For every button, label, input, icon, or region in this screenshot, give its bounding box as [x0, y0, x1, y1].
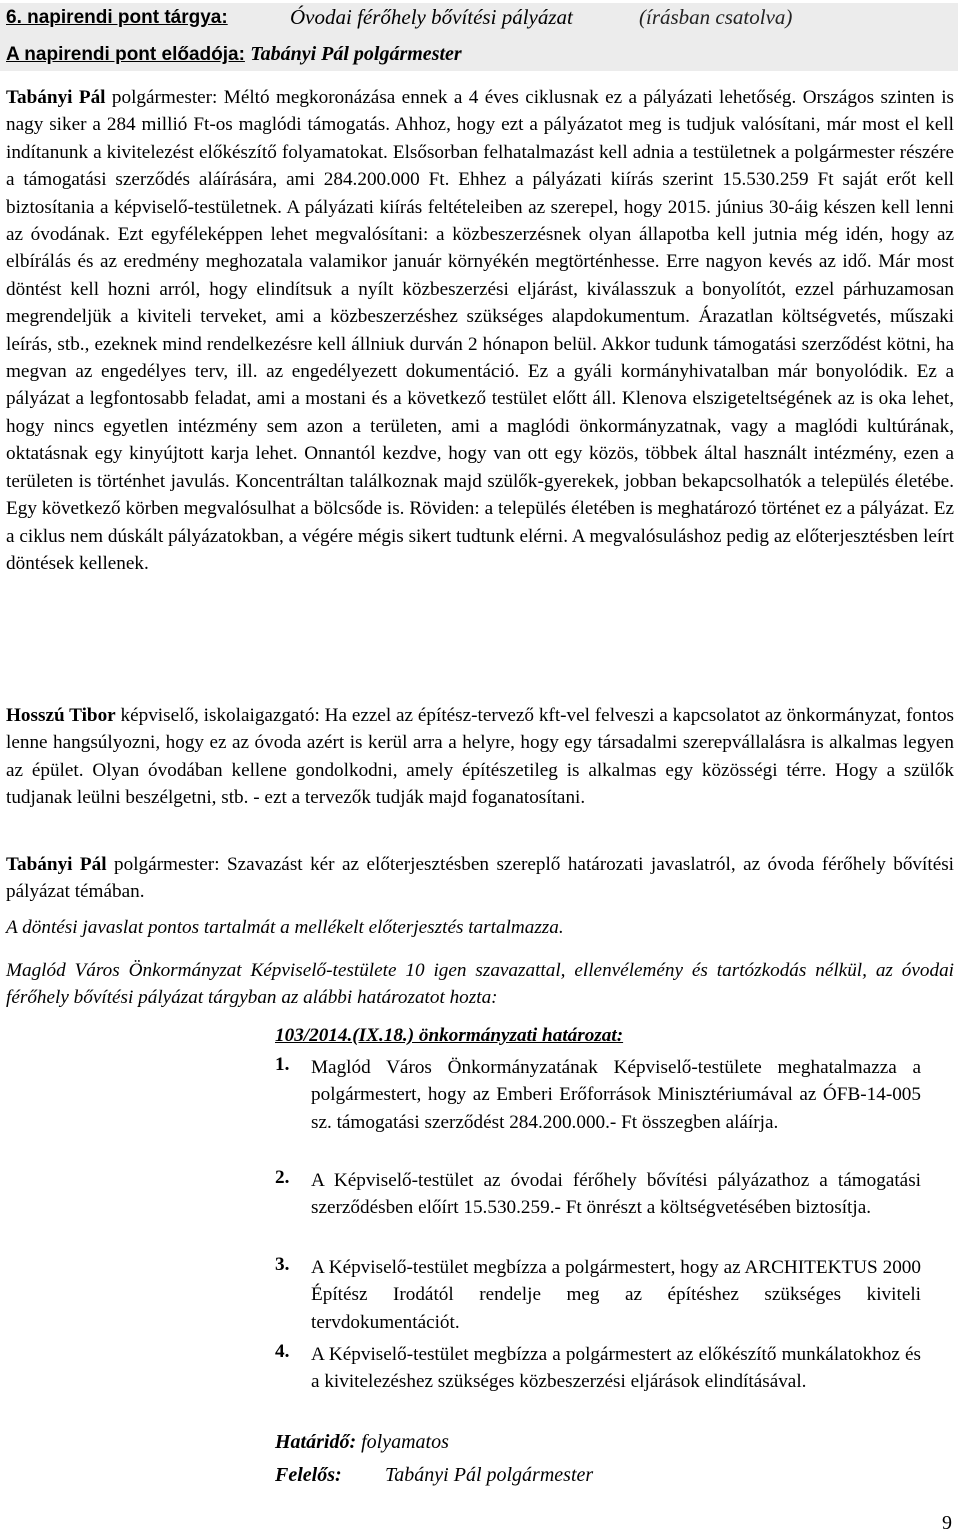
deadline-label: Határidő:	[275, 1431, 357, 1453]
resolution-item-text: A Képviselő-testület megbízza a polgármestert, hogy az ARCHITEKTUS 2000 Építész Irodától rendelje meg az építéshez szükséges kiviteli tervdokumentációt.	[311, 1257, 921, 1333]
responsible-row	[275, 1464, 594, 1487]
presenter-row	[6, 43, 462, 66]
speech-text: polgármester: Méltó megkoronázása ennek a 4 éves ciklusnak ez a pályázati lehetőség. Országos szinten is nagy siker a 284 millió Ft-os maglódi támogatás. Ahhoz, hogy ezt a pályázatot meg is tudjuk valósítani, már most el kell indítanunk a kivitelezést előkészítő folyamatokat. Elsősorban felhatalmazást kell adnia a testületnek a polgármester részére a támogatási szerződés aláírására, ami 284.200.000 Ft. Ehhez a pályázati kiírás szerint 15.530.259 Ft saját erőt kell biztosítania a képviselő-testületnek. A pályázati kiírás feltételeiben az szerepel, hogy 2015. június 30-áig készen kell lenni az óvodának. Ezt egyféleképpen lehet megvalósítani: a közbeszerzésnek olyan állapotba kell jutnia még idén, hogy az elbírálás és az eredmény meghozatala valamikor január környékén megtörténhesse. Erre nagyon kevés az idő. Már most döntést kell hozni arról, hogy elindítsuk a nyílt közbeszerzési eljárást, kiválasszuk a bonyolítót, ezzel párhuzamosan megrendeljük a kiviteli terveket, ami a közbeszerzéshez szükséges alapdokumentum. Árazatlan költségvetés, műszaki leírás, stb., ezeknek mind rendelkezésre kell állniuk durván 2 hónapon belül. Akkor tudunk támogatási szerződést kötni, ha megvan az engedélyes terv, ill. az engedélyezett dokumentáció. Ez a gyáli kormányhivatalban már bonyolódik. Ez a pályázat a legfontosabb feladat, ami a mostani és a következő testület előtt áll. Klenova elszigeteltségének az is oka lehet, hogy nincs egyetlen intézmény sem azon a területen, ami a maglódi önkormányzatnak, vagy a maglódi kultúrának, oktatásnak egy kinyújtott karja lehet. Onnantól kezdve, hogy van ott egy közös, többek által használt intézmény, ezen a területen is történhet javulás. Koncentráltan találkoznak majd szülők-gyerekek, jobban bekapcsolhatók a település életébe. Egy következő körben megvalósulhat a bölcsőde is. Röviden: a település életében is meghatározó történet ez a pályázat. Ez a ciklus nem dúskált pályázatokban, a végére mégis sikert tudtunk elérni. A megvalósuláshoz pedig az előterjesztésben leírt döntések kellenek.	[6, 87, 954, 574]
resolution-item	[275, 1254, 921, 1336]
resolution-item-text: A Képviselő-testület az óvodai férőhely bővítési pályázathoz a támogatási szerződésben előírt 15.530.259.- Ft önrészt a költségvetésében biztosítja.	[311, 1170, 921, 1219]
resolution-title: 103/2014.(IX.18.) önkormányzati határozat:	[275, 1025, 624, 1046]
responsible-label: Felelős:	[275, 1464, 342, 1486]
speech-paragraph-3	[6, 851, 954, 906]
resolution-item-number: 2.	[275, 1167, 290, 1188]
speaker-name: Tabányi Pál	[6, 87, 106, 108]
speaker-name: Tabányi Pál	[6, 854, 107, 875]
speech-paragraph-1	[6, 84, 954, 577]
resolution-item-number: 4.	[275, 1341, 290, 1362]
speech-text: képviselő, iskolaigazgató: Ha ezzel az építész-tervező kft-vel felveszi a kapcsolatot az önkormányzat, fontos lenne hangsúlyozni, hogy ez az óvoda azért is kerül arra a helyre, hogy egy társadalmi szerepvállalásra is alkalmas legyen az épület. Olyan óvodában kellene gondolkodni, amely építészetileg is alkalmas egy közösségi térre. Hogy a szülők tudjanak leülni beszélgetni, stb. - ezt a tervezők tudják majd foganatosítani.	[6, 705, 955, 809]
speaker-name: Hosszú Tibor	[6, 705, 116, 726]
deadline-row	[275, 1431, 449, 1454]
resolution-item	[275, 1167, 921, 1222]
agenda-item-title: Óvodai férőhely bővítési pályázat	[290, 5, 573, 29]
resolution-item-text: A Képviselő-testület megbízza a polgármestert az előkészítő munkálatokhoz és a kivitelezéshez szükséges közbeszerzési eljárások elindításával.	[311, 1344, 921, 1393]
resolution-item-text: Maglód Város Önkormányzatának Képviselő-testülete meghatalmazza a polgármestert, hogy az Emberi Erőforrások Minisztériumával az ÓFB-14-005 sz. támogatási szerződést 284.200.000.- Ft összegben aláírja.	[311, 1057, 921, 1133]
resolution-item-number: 1.	[275, 1054, 290, 1075]
speech-text: polgármester: Szavazást kér az előterjesztésben szereplő határozati javaslatról, az óvoda férőhely bővítési pályázat témában.	[6, 854, 955, 903]
resolution-item	[275, 1341, 921, 1396]
responsible-value: Tabányi Pál polgármester	[385, 1464, 594, 1486]
vote-result: Maglód Város Önkormányzat Képviselő-testülete 10 igen szavazattal, ellenvélemény és tartózkodás nélkül, az óvodai férőhely bővítési pályázat tárgyban az alábbi határozatot hozta:	[6, 960, 954, 1009]
presenter-name: Tabányi Pál polgármester	[250, 43, 462, 65]
agenda-item-note: (írásban csatolva)	[639, 5, 793, 29]
resolution-item-number: 3.	[275, 1254, 290, 1275]
speech-paragraph-2	[6, 702, 954, 812]
agenda-item-row	[6, 5, 793, 29]
agenda-item-label: 6. napirendi pont tárgya:	[6, 7, 228, 28]
resolution-item	[275, 1054, 921, 1136]
decision-note: A döntési javaslat pontos tartalmát a mellékelt előterjesztés tartalmazza.	[6, 917, 564, 938]
presenter-label: A napirendi pont előadója:	[6, 44, 245, 65]
page-number: 9	[942, 1512, 952, 1534]
deadline-value: folyamatos	[356, 1431, 449, 1453]
agenda-heading	[0, 3, 958, 71]
